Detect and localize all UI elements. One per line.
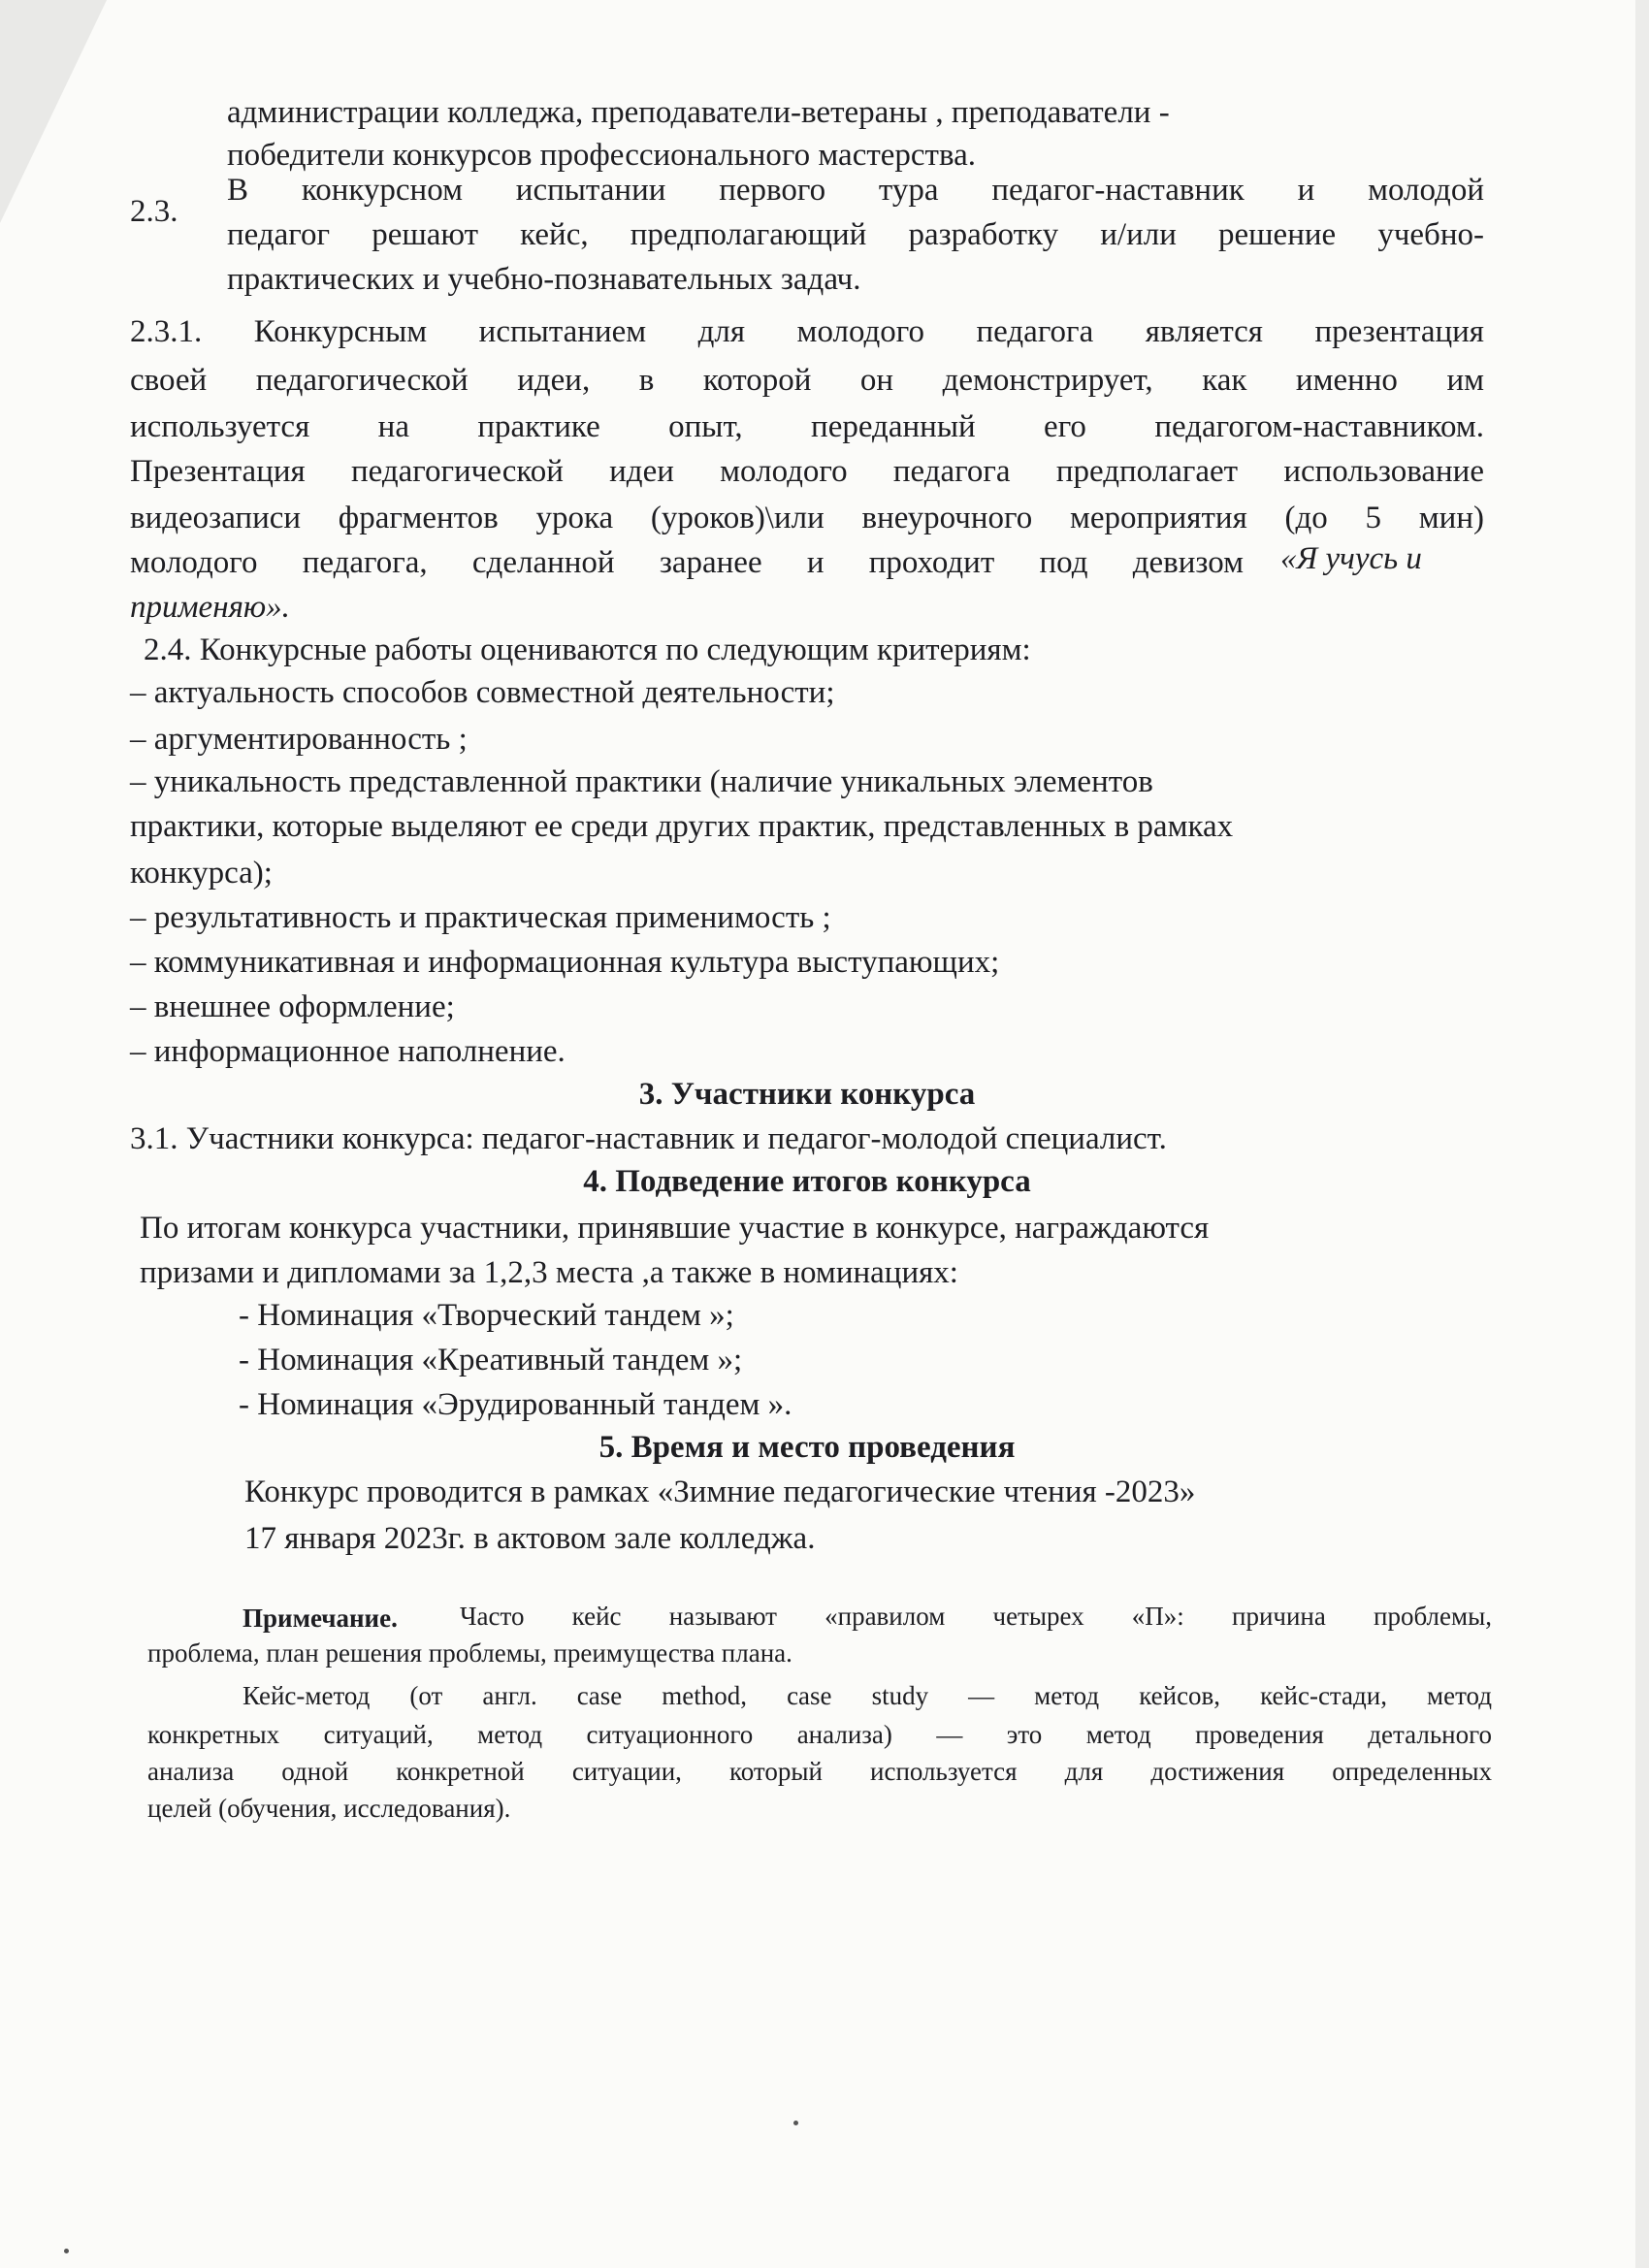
p23-number: 2.3. (130, 194, 178, 229)
page-fold-corner (0, 0, 107, 223)
p231-line6: молодого педагога, сделанной заранее и проходит под девизом (130, 545, 1244, 580)
section5-line1: Конкурс проводится в рамках «Зимние педагогические чтения -2023» (244, 1474, 1196, 1509)
scan-speck (793, 2121, 798, 2125)
note-label: Примечание. (242, 1604, 398, 1633)
criterion-7: – информационное наполнение. (130, 1034, 566, 1069)
p231-line2: своей педагогической идеи, в которой он демонстрирует, как именно им (130, 363, 1484, 398)
section5-line2: 17 января 2023г. в актовом зале колледжа. (244, 1521, 816, 1556)
section4-line1: По итогам конкурса участники, принявшие участие в конкурсе, награждаются (140, 1211, 1210, 1246)
p24-intro: 2.4. Конкурсные работы оцениваются по следующим критериям: (144, 632, 1031, 667)
note-line2: проблема, план решения проблемы, преимущества плана. (147, 1638, 792, 1668)
p31-text: 3.1. Участники конкурса: педагог-наставник и педагог-молодой специалист. (130, 1121, 1167, 1156)
criterion-3: – уникальность представленной практики (наличие уникальных элементов (130, 764, 1153, 799)
criterion-2: – аргументированность ; (130, 722, 468, 757)
scan-speck (64, 2249, 69, 2253)
nomination-2: - Номинация «Креативный тандем »; (239, 1343, 743, 1377)
note-line5: анализа одной конкретной ситуации, который используется для достижения определенных (147, 1757, 1492, 1786)
criterion-5: – коммуникативная и информационная культура выступающих; (130, 945, 1000, 980)
criterion-3-cont1: практики, которые выделяют ее среди других практик, представленных в рамках (130, 809, 1234, 844)
section4-line2: призами и дипломами за 1,2,3 места ,а также в номинациях: (140, 1255, 958, 1290)
p231-line4: Презентация педагогической идеи молодого педагога предполагает использование (130, 454, 1484, 489)
nomination-3: - Номинация «Эрудированный тандем ». (239, 1387, 792, 1422)
p231-line1: 2.3.1. Конкурсным испытанием для молодого педагога является презентация (130, 314, 1484, 349)
criterion-4: – результативность и практическая применимость ; (130, 900, 831, 935)
nomination-1: - Номинация «Творческий тандем »; (239, 1298, 734, 1333)
section5-heading: 5. Время и место проведения (598, 1430, 1016, 1465)
criterion-3-cont2: конкурса); (130, 856, 273, 891)
section2-cont-line2: победители конкурсов профессионального мастерства. (227, 138, 977, 173)
note-line1: Часто кейс называют «правилом четырех «П»: причина проблемы, (460, 1602, 1492, 1631)
p23-line3: практических и учебно-познавательных задач. (227, 262, 861, 297)
note-line4: конкретных ситуаций, метод ситуационного анализа) — это метод проведения детального (147, 1720, 1492, 1749)
p23-line1: В конкурсном испытании первого тура педагог-наставник и молодой (227, 173, 1484, 208)
p23-line2: педагог решают кейс, предполагающий разработку и/или решение учебно- (227, 217, 1484, 252)
p231-motto-part2: применяю». (130, 590, 290, 625)
p231-line5: видеозаписи фрагментов урока (уроков)\или внеурочного мероприятия (до 5 мин) (130, 501, 1484, 535)
criterion-1: – актуальность способов совместной деятельности; (130, 675, 835, 710)
section2-cont-line1: администрации колледжа, преподаватели-ветераны , преподаватели - (227, 95, 1170, 130)
page-edge-shadow (1635, 0, 1649, 2268)
section3-heading: 3. Участники конкурса (638, 1077, 976, 1112)
note-line6: целей (обучения, исследования). (147, 1794, 511, 1823)
p231-motto-part1: «Я учусь и (1280, 541, 1422, 576)
p231-line3: используется на практике опыт, переданный его педагогом-наставником. (130, 409, 1484, 444)
criterion-6: – внешнее оформление; (130, 989, 455, 1024)
section4-heading: 4. Подведение итогов конкурса (583, 1164, 1031, 1199)
note-line3: Кейс-метод (от англ. case method, case study — метод кейсов, кейс-стади, метод (242, 1681, 1492, 1710)
